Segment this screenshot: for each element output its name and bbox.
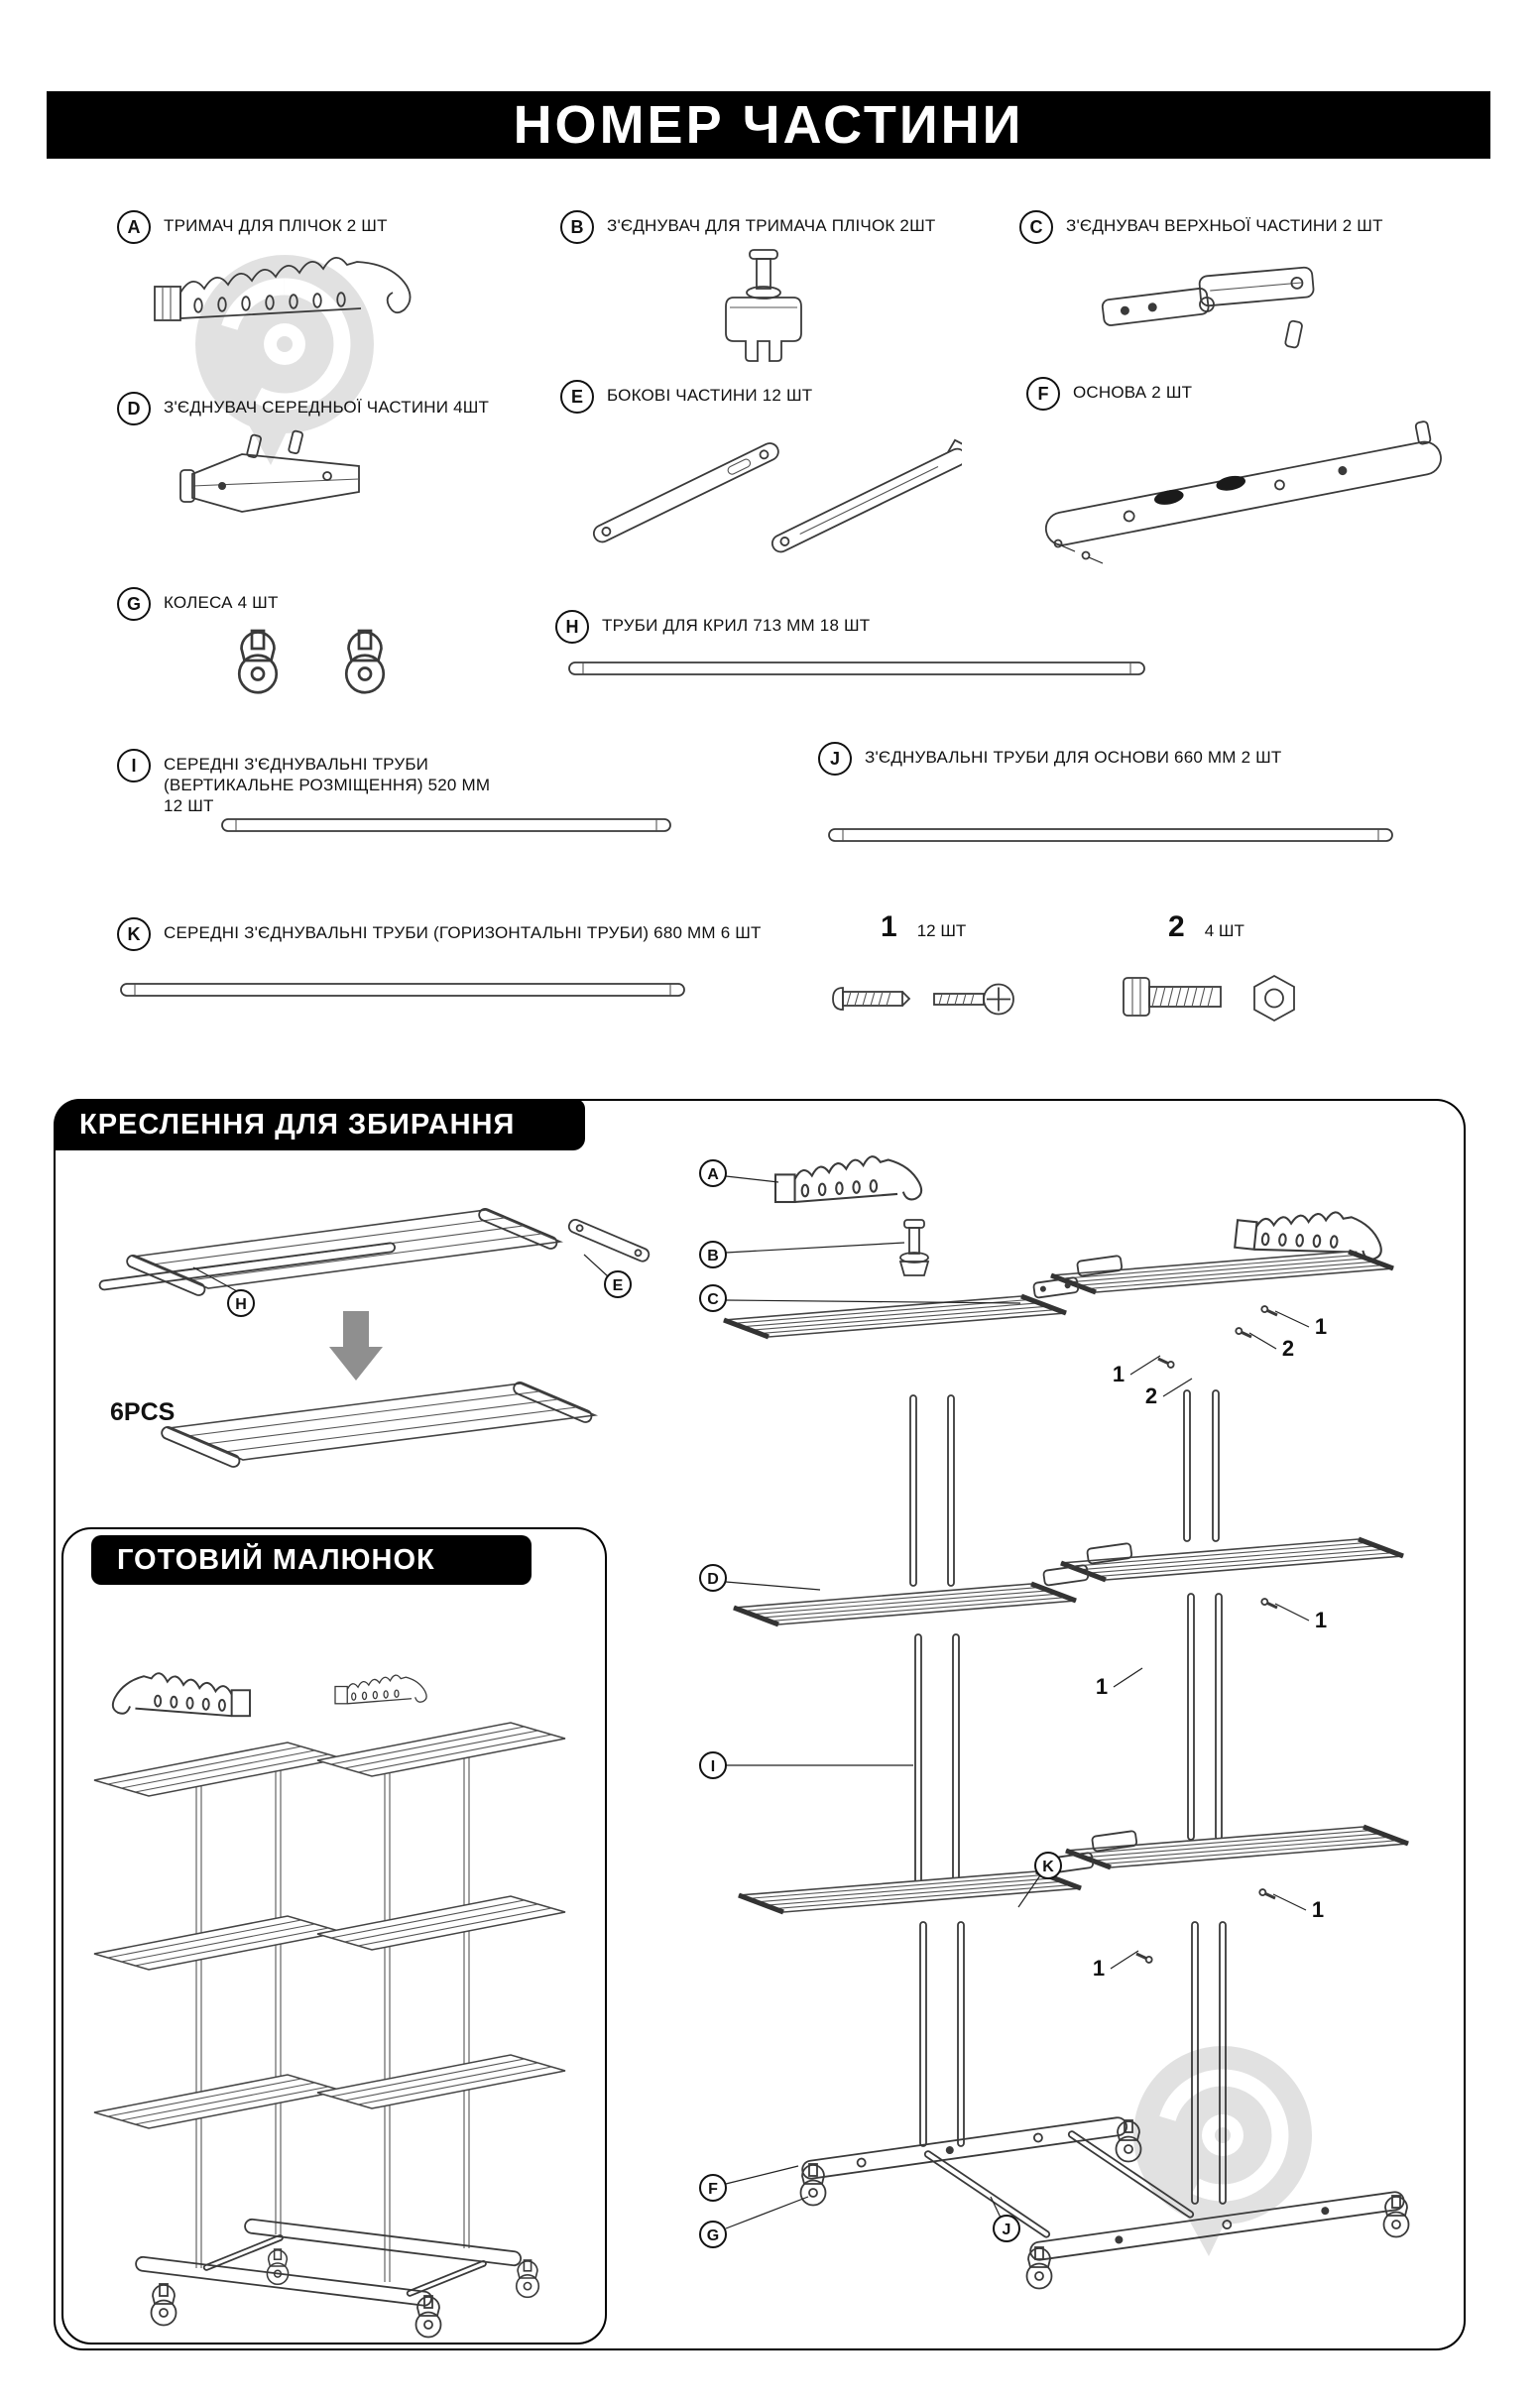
part-item-d: [117, 392, 489, 425]
part-letter-a: A: [117, 210, 151, 244]
svg-text:K: K: [1042, 1859, 1054, 1875]
svg-text:E: E: [612, 1277, 624, 1294]
hanger-arm-icon: [335, 1675, 426, 1704]
part-h-drawing: [567, 661, 1148, 676]
part-label-g: КОЛЕСА 4 ШТ: [164, 593, 279, 612]
fastener-qty-1: 12 ШТ: [916, 921, 967, 940]
position-number: 1: [1314, 1608, 1328, 1632]
part-item-k: [117, 917, 762, 951]
part-label-e: БОКОВІ ЧАСТИНИ 12 ШТ: [607, 386, 813, 405]
part-label-k: СЕРЕДНІ З'ЄДНУВАЛЬНІ ТРУБИ (ГОРИЗОНТАЛЬНІ ТРУБИ) 680 ММ 6 ШТ: [164, 923, 762, 942]
callout-b: [700, 1242, 904, 1267]
part-item-a: [117, 210, 388, 244]
callout-a: [700, 1160, 778, 1186]
part-c-drawing: [1096, 243, 1334, 362]
callout-d: [700, 1565, 820, 1591]
part-item-h: [555, 610, 870, 644]
part-letter-j: J: [818, 742, 852, 776]
svg-text:B: B: [707, 1248, 719, 1264]
down-arrow-icon: [329, 1311, 383, 1381]
part-k-drawing: [119, 982, 688, 998]
part-letter-b: B: [560, 210, 594, 244]
svg-text:I: I: [710, 1758, 716, 1775]
part-item-i: [117, 749, 491, 816]
page-title: [47, 91, 1490, 159]
part-item-j: [818, 742, 1282, 776]
part-label-c: З'ЄДНУВАЧ ВЕРХНЬОЇ ЧАСТИНИ 2 ШТ: [1066, 216, 1383, 235]
part-letter-c: C: [1019, 210, 1053, 244]
assembly-steps-diagram: [94, 1182, 709, 1514]
callout-e: [584, 1255, 631, 1297]
position-number: 1: [1314, 1314, 1328, 1339]
part-b-drawing: [694, 246, 833, 375]
part-letter-i: I: [117, 749, 151, 782]
position-number: 2: [1144, 1383, 1158, 1408]
part-f-drawing: [1031, 389, 1478, 577]
fastener-number-2: 2: [1168, 910, 1185, 943]
part-j-drawing: [827, 827, 1396, 843]
part-item-b: [560, 210, 935, 244]
part-letter-g: G: [117, 587, 151, 621]
part-i-drawing: [220, 817, 674, 833]
pcs-count-label: 6PCS: [110, 1398, 176, 1426]
part-d-drawing: [178, 424, 377, 534]
part-letter-f: F: [1026, 377, 1060, 411]
caster-wheel-icon: [1027, 2247, 1052, 2289]
part-letter-e: E: [560, 380, 594, 414]
fastener-item-1: [881, 910, 966, 944]
position-number: 1: [1092, 1956, 1106, 1981]
callout-i: [700, 1752, 913, 1778]
bolt-nut-drawing: [1116, 964, 1324, 1033]
finished-section-tab: [91, 1535, 532, 1585]
svg-text:H: H: [235, 1296, 247, 1313]
fastener-number-1: 1: [881, 910, 897, 943]
caster-wheel-icon: [1384, 2196, 1409, 2237]
part-a-drawing: [149, 253, 476, 367]
caster-wheel-icon: [1117, 2120, 1141, 2162]
part-label-f: ОСНОВА 2 ШТ: [1073, 383, 1193, 402]
part-label-i: СЕРЕДНІ З'ЄДНУВАЛЬНІ ТРУБИ (ВЕРТИКАЛЬНЕ РОЗМІЩЕННЯ) 520 ММ 12 ШТ: [164, 755, 491, 815]
position-number: 1: [1311, 1897, 1325, 1922]
base-bar: [1029, 2191, 1405, 2261]
finished-section-title: ГОТОВИЙ МАЛЮНОК: [117, 1543, 435, 1576]
svg-text:D: D: [707, 1571, 719, 1588]
hanger-connector-part: [900, 1220, 928, 1275]
callout-g: [700, 2197, 808, 2247]
svg-text:C: C: [707, 1291, 719, 1308]
part-item-e: [560, 380, 812, 414]
hanger-arm-icon: [775, 1156, 921, 1202]
hanger-arm-icon: [1235, 1202, 1384, 1263]
position-number: 2: [1281, 1336, 1295, 1361]
hanger-arm-icon: [113, 1673, 250, 1716]
part-label-d: З'ЄДНУВАЧ СЕРЕДНЬОЇ ЧАСТИНИ 4ШТ: [164, 398, 490, 417]
part-label-j: З'ЄДНУВАЛЬНІ ТРУБИ ДЛЯ ОСНОВИ 660 ММ 2 ШТ: [865, 748, 1282, 767]
fastener-qty-2: 4 ШТ: [1204, 921, 1244, 940]
part-label-h: ТРУБИ ДЛЯ КРИЛ 713 ММ 18 ШТ: [602, 616, 871, 635]
part-letter-h: H: [555, 610, 589, 644]
part-label-a: ТРИМАЧ ДЛЯ ПЛІЧОК 2 ШТ: [164, 216, 388, 235]
screw-drawing: [823, 964, 1041, 1033]
page-title-text: НОМЕР ЧАСТИНИ: [513, 95, 1024, 155]
svg-text:G: G: [706, 2227, 720, 2244]
svg-text:A: A: [707, 1166, 719, 1183]
part-letter-k: K: [117, 917, 151, 951]
fastener-item-2: [1168, 910, 1244, 944]
svg-text:F: F: [708, 2181, 718, 2198]
assembly-section-tab: [54, 1099, 585, 1150]
position-number: 1: [1112, 1362, 1125, 1386]
position-number: 1: [1095, 1674, 1109, 1699]
part-label-b: З'ЄДНУВАЧ ДЛЯ ТРИМАЧА ПЛІЧОК 2ШТ: [607, 216, 936, 235]
part-letter-d: D: [117, 392, 151, 425]
part-g-drawing: [198, 613, 426, 722]
assembly-section-title: КРЕСЛЕННЯ ДЛЯ ЗБИРАННЯ: [79, 1108, 516, 1141]
callout-f: [700, 2166, 798, 2201]
exploded-assembly-diagram: [684, 1152, 1458, 2341]
caster-wheel-icon: [801, 2164, 826, 2206]
svg-text:J: J: [1002, 2222, 1011, 2238]
finished-rack-drawing: [79, 1612, 575, 2341]
part-e-drawing: [575, 415, 962, 573]
part-item-c: [1019, 210, 1383, 244]
